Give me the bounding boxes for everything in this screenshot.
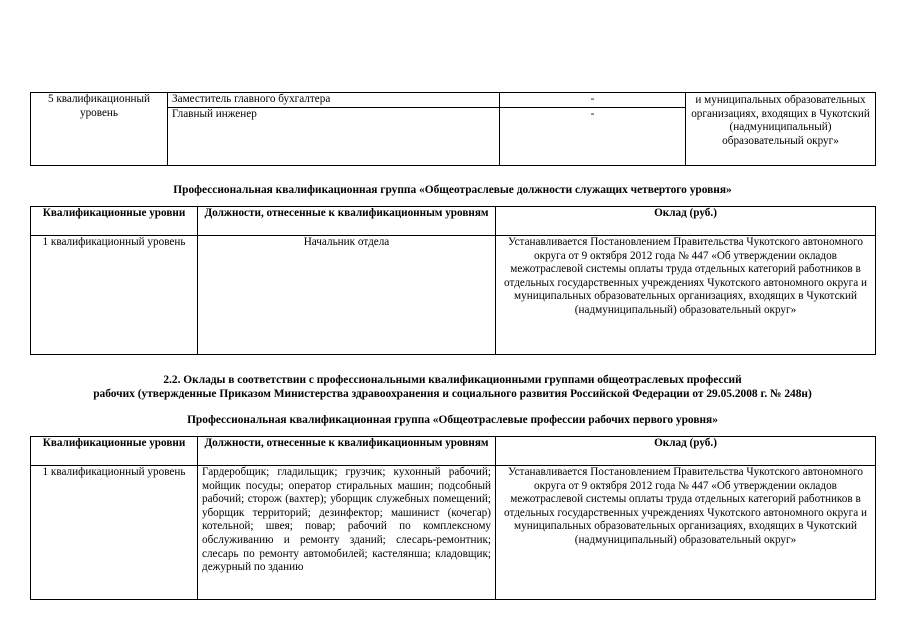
position-cell: Начальник отдела (198, 236, 496, 355)
group-heading: Профессиональная квалификационная группа «Общеотраслевые профессии рабочих первого уровня» (187, 414, 718, 426)
table-header-row (31, 437, 876, 466)
table-row (31, 236, 876, 355)
column-header-positions: Должности, отнесенные к квалификационным уровням (198, 207, 496, 236)
salary-cell: Устанавливается Постановлением Правительства Чукотского автономного округа от 9 октября 2012 года № 447 «Об утверждении окладов межотраслевой системы оплаты труда отдельных категорий работников в отдельных государственных учреждениях Чукотского автономного округа и муниципальных образовательных организациях, входящих в Чукотский (надмуниципальный) образовательный округ» (496, 236, 876, 355)
qualification-level-cell: 1 квалификационный уровень (31, 466, 198, 600)
table-row (31, 93, 876, 108)
table-continuation (30, 92, 876, 166)
position-cell: Гардеробщик; гладильщик; грузчик; кухонный рабочий; мойщик посуды; оператор стиральных машин; подсобный рабочий; сторож (вахтер); уборщик служебных помещений; уборщик территорий; дезинфектор; машинист (кочегар) котельной; швея; повар; рабочий по комплексному обслуживанию и ремонту зданий; слесарь-ремонтник; слесарь по ремонту автомобилей; кастелянша; кладовщик; дежурный по зданию (198, 466, 496, 600)
group-heading: Профессиональная квалификационная группа «Общеотраслевые должности служащих четвертого уровня» (173, 184, 732, 196)
position-cell: Главный инженер (168, 108, 500, 166)
qualification-level-cell: 1 квалификационный уровень (31, 236, 198, 355)
salary-table-workers-first-level (30, 436, 876, 600)
table-row (31, 466, 876, 600)
salary-cell: - (500, 108, 686, 166)
salary-table-fourth-level (30, 206, 876, 355)
qualification-level-cell: 5 квалификационный уровень (31, 93, 168, 166)
salary-cell: - (500, 93, 686, 108)
salary-note-cell: и муниципальных образовательных организациях, входящих в Чукотский (надмуниципальный) образовательный округ» (686, 93, 876, 166)
column-header-positions: Должности, отнесенные к квалификационным уровням (198, 437, 496, 466)
section-heading-line-2: рабочих (утвержденные Приказом Министерства здравоохранения и социального развития Российской Федерации от 29.05.2008 г. № 248н) (93, 388, 812, 400)
column-header-salary: Оклад (руб.) (496, 207, 876, 236)
salary-cell: Устанавливается Постановлением Правительства Чукотского автономного округа от 9 октября 2012 года № 447 «Об утверждении окладов межотраслевой системы оплаты труда отдельных категорий работников в отдельных государственных учреждениях Чукотского автономного округа и муниципальных образовательных организациях, входящих в Чукотский (надмуниципальный) образовательный округ» (496, 466, 876, 600)
table-header-row (31, 207, 876, 236)
position-cell: Заместитель главного бухгалтера (168, 93, 500, 108)
column-header-level: Квалификационные уровни (31, 437, 198, 466)
section-heading-line-1: 2.2. Оклады в соответствии с профессиональными квалификационными группами общеотраслевых профессий (163, 374, 742, 386)
column-header-salary: Оклад (руб.) (496, 437, 876, 466)
column-header-level: Квалификационные уровни (31, 207, 198, 236)
